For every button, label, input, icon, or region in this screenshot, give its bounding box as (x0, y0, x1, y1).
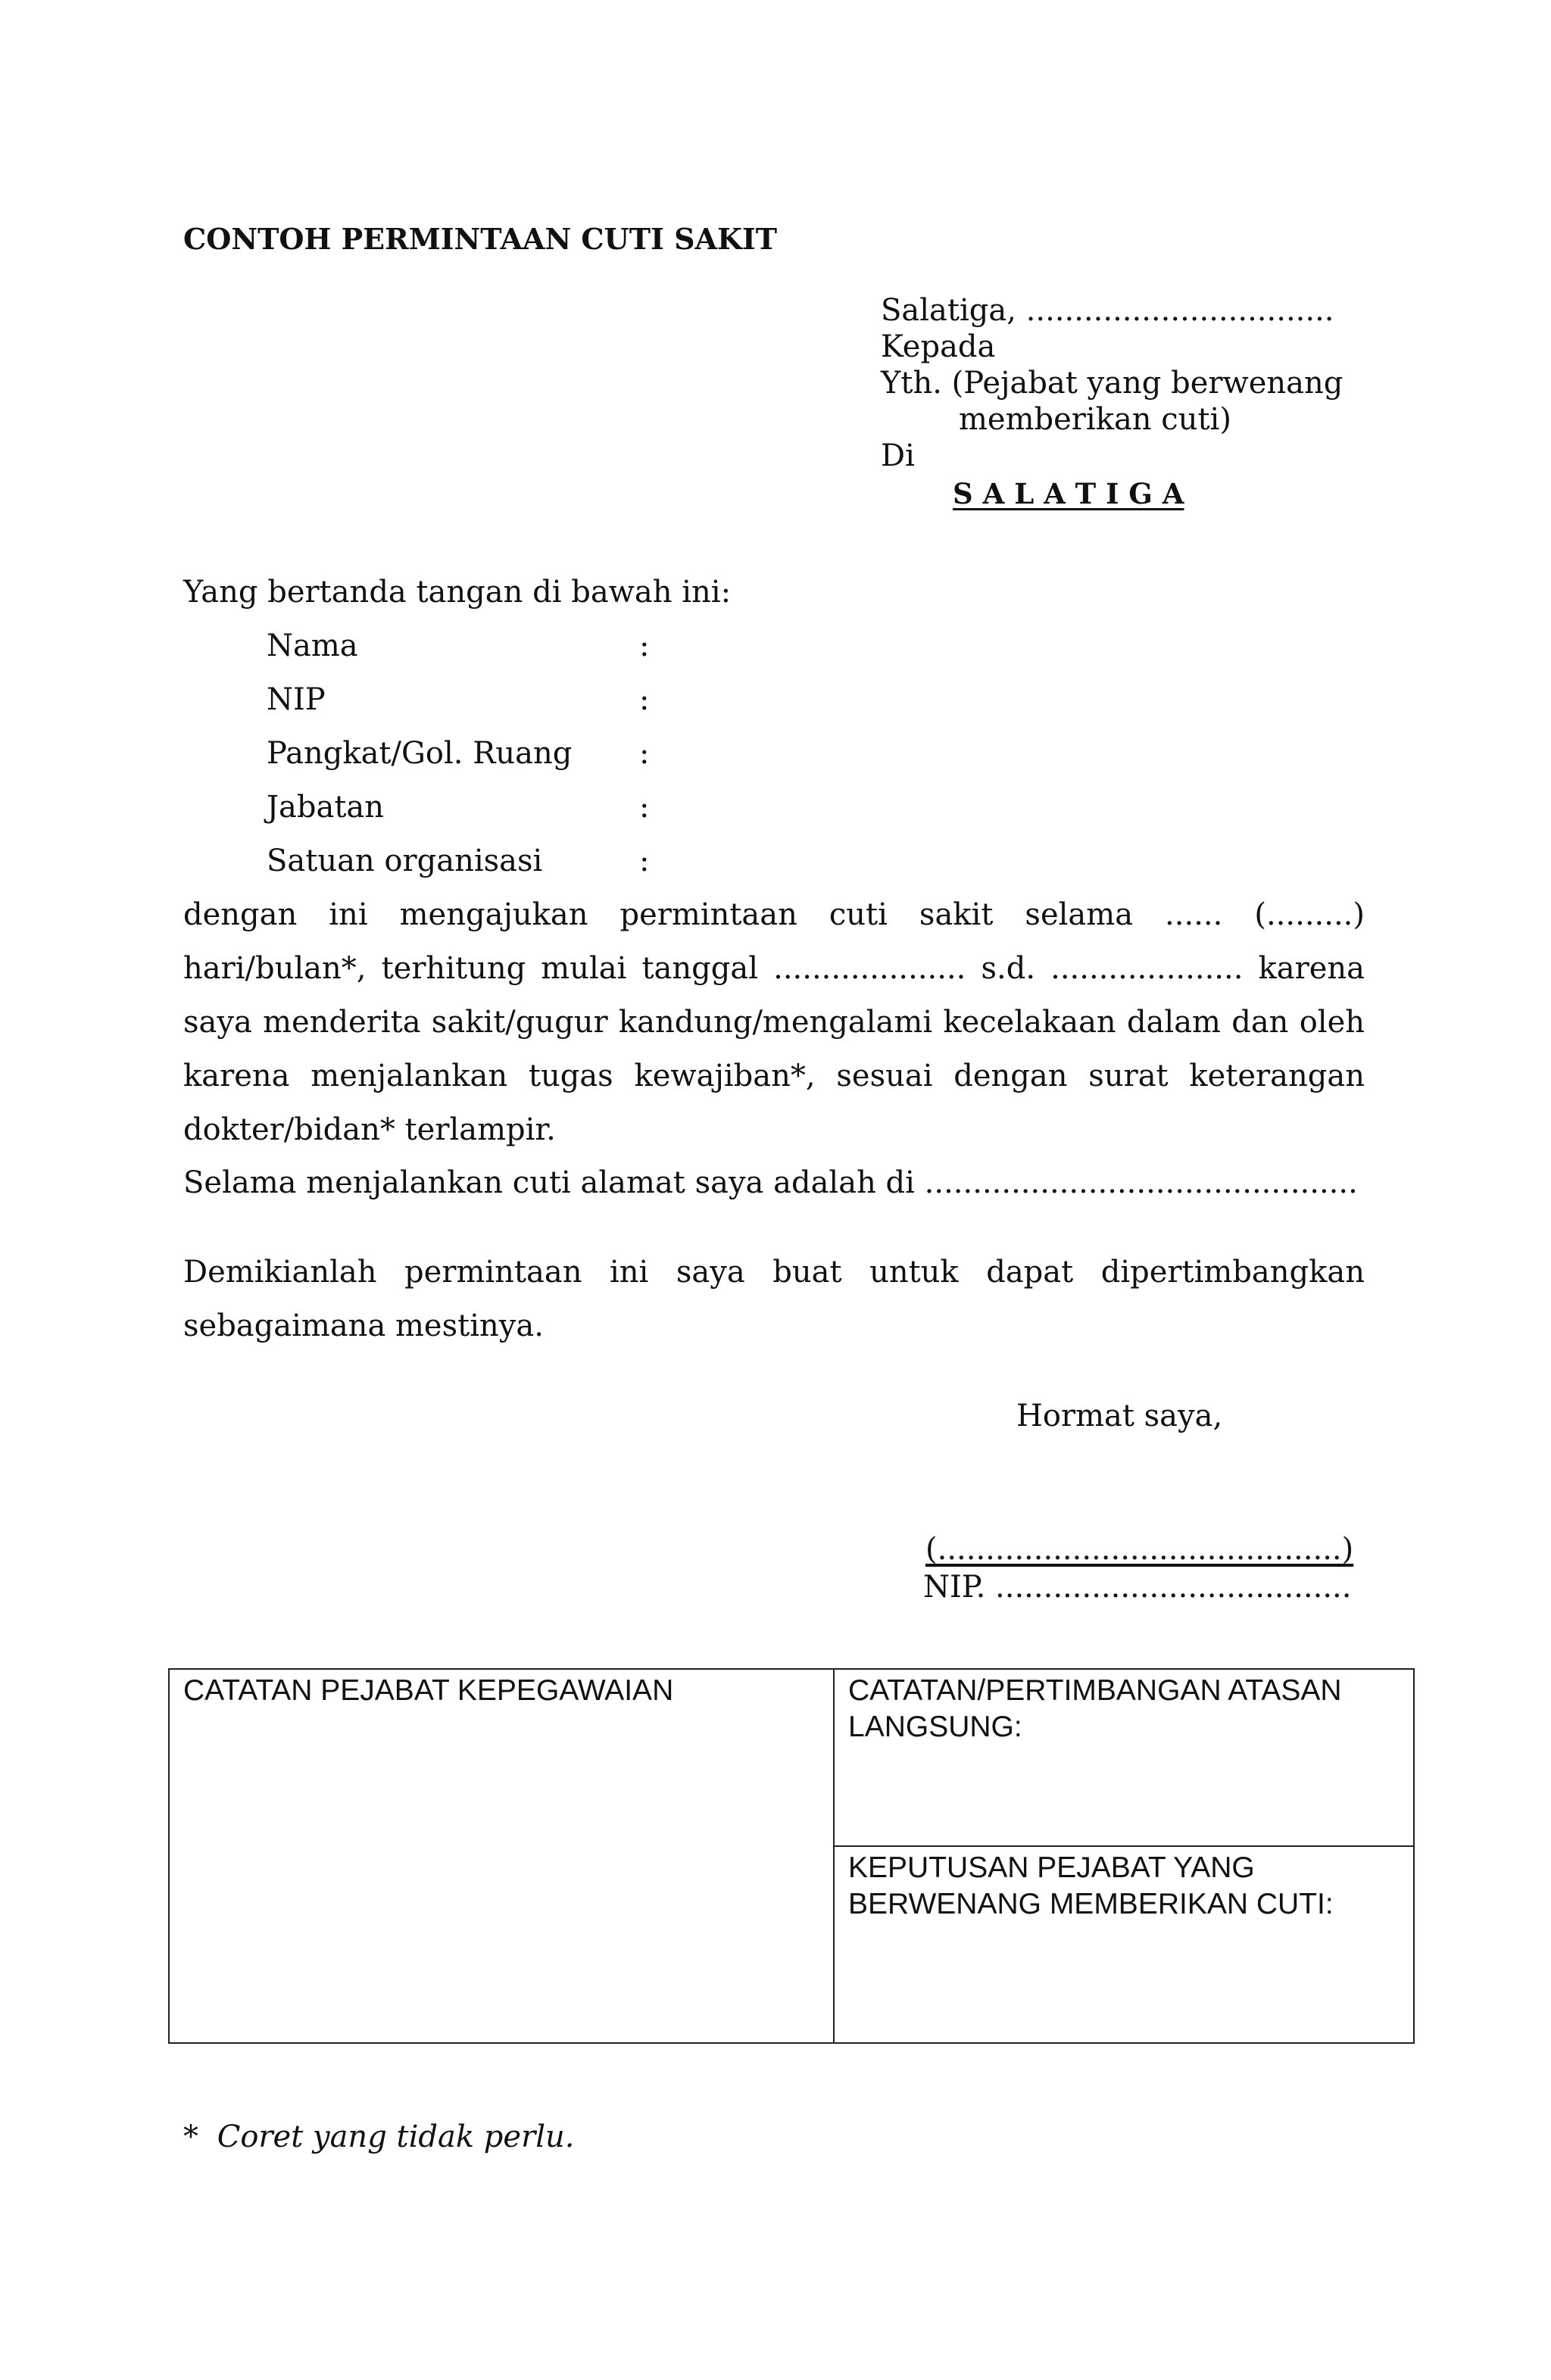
footnote-mark: * (183, 2120, 198, 2154)
greeting: Hormat saya, (1016, 1399, 1223, 1433)
notes-table (168, 1668, 1415, 2044)
document-title: CONTOH PERMINTAAN CUTI SAKIT (183, 222, 778, 256)
notes-cell-kepegawaian (169, 1669, 834, 2043)
body-line-1: dengan ini mengajukan permintaan cuti sakit selama ...... (.........) (183, 897, 1365, 932)
closing-line-2: sebagaimana mestinya. (183, 1309, 544, 1343)
body-line-4: karena menjalankan tugas kewajiban*, sesuai dengan surat keterangan (183, 1059, 1365, 1093)
notes-label-keputusan: KEPUTUSAN PEJABAT YANG BERWENANG MEMBERIKAN CUTI: (848, 1851, 1334, 1920)
field-label-satuan-organisasi: Satuan organisasi (267, 844, 543, 878)
field-separator: : (639, 736, 650, 771)
city: S A L A T I G A (953, 477, 1184, 510)
field-separator: : (639, 844, 650, 878)
address-during-leave: Selama menjalankan cuti alamat saya adalah di ............................................. (183, 1165, 1358, 1200)
notes-cell-keputusan (834, 1846, 1414, 2043)
recipient-line-2: memberikan cuti) (959, 402, 1231, 437)
footnote-text: Coret yang tidak perlu. (217, 2120, 575, 2154)
body-line-2: hari/bulan*, terhitung mulai tanggal .................... s.d. .................... karena (183, 951, 1365, 986)
field-label-pangkat: Pangkat/Gol. Ruang (267, 736, 573, 771)
field-separator: : (639, 682, 650, 717)
place-date: Salatiga, ................................ (881, 293, 1334, 328)
field-label-jabatan: Jabatan (267, 790, 385, 825)
field-separator: : (639, 629, 650, 663)
signature-nip: NIP. ..................................... (923, 1570, 1352, 1605)
recipient-line-1: Yth. (Pejabat yang berwenang (881, 366, 1343, 401)
body-line-5: dokter/bidan* terlampir. (183, 1112, 556, 1147)
notes-cell-atasan (834, 1669, 1414, 1846)
signature-name-blank: (..........................................) (925, 1532, 1354, 1567)
at-label: Di (881, 438, 915, 473)
footnote (183, 2119, 574, 2155)
body-line-3: saya menderita sakit/gugur kandung/mengalami kecelakaan dalam dan oleh (183, 1005, 1365, 1040)
to-label: Kepada (881, 329, 996, 364)
intro-text: Yang bertanda tangan di bawah ini: (183, 575, 732, 610)
field-label-nama: Nama (267, 629, 358, 663)
notes-label-atasan: CATATAN/PERTIMBANGAN ATASAN LANGSUNG: (848, 1674, 1342, 1743)
field-label-nip: NIP (267, 682, 326, 717)
notes-label-kepegawaian: CATATAN PEJABAT KEPEGAWAIAN (183, 1674, 674, 1707)
field-separator: : (639, 790, 650, 825)
closing-line-1: Demikianlah permintaan ini saya buat untuk dapat dipertimbangkan (183, 1255, 1365, 1290)
